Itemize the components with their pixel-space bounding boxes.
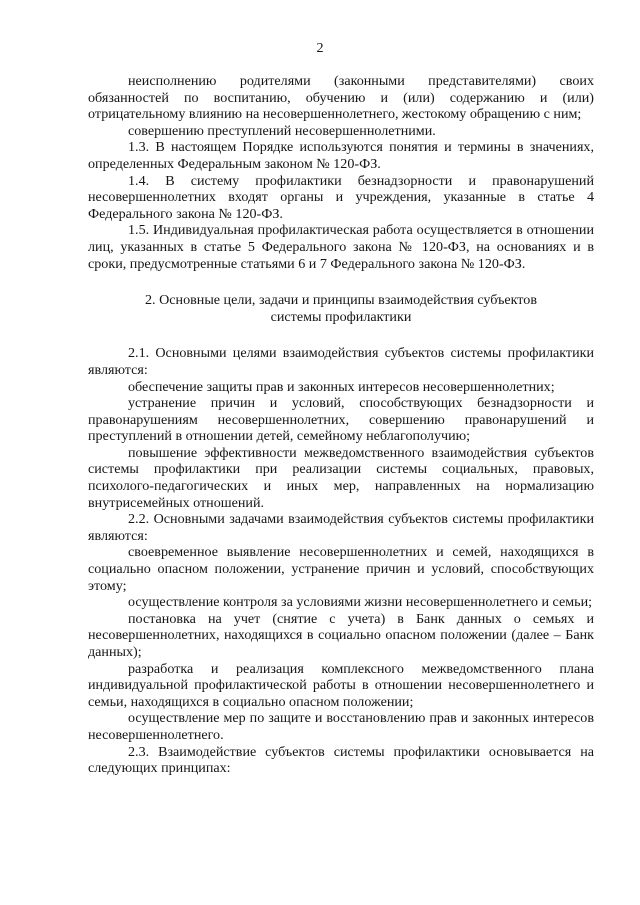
paragraph-2-1: 2.1. Основными целями взаимодействия субъектов системы профилактики являются: [88, 345, 594, 378]
list-item-causes: устранение причин и условий, способствующих безнадзорности и правонарушениям несовершеннолетних, совершению правонарушений и преступлений в отношении детей, семейному неблагополучию; [88, 395, 594, 445]
section-heading-line-2: системы профилактики [270, 308, 412, 325]
page-number: 2 [316, 40, 324, 56]
paragraph-1-3: 1.3. В настоящем Порядке используются понятия и термины в значениях, определенных Федеральным законом № 120-ФЗ. [88, 139, 594, 172]
paragraph-1-5: 1.5. Индивидуальная профилактическая работа осуществляется в отношении лиц, указанных в статье 5 Федерального закона № 120-ФЗ, на основаниях и в сроки, предусмотренные статьями 6 и 7 Федерального закона № 120-ФЗ. [88, 222, 594, 272]
paragraph-2-3: 2.3. Взаимодействие субъектов системы профилактики основывается на следующих принципах: [88, 743, 594, 777]
list-item-efficiency: повышение эффективности межведомственного взаимодействия субъектов системы профилактики при реализации системы социальных, правовых, психолого-педагогических и иных мер, направленных на нормализацию внутрисемейных отношений. [88, 444, 594, 511]
section-heading-line-1: 2. Основные цели, задачи и принципы взаимодействия субъектов [145, 292, 537, 309]
paragraph-crimes: совершению преступлений несовершеннолетними. [128, 122, 436, 139]
list-item-registration: постановка на учет (снятие с учета) в Банк данных о семьях и несовершеннолетних, находящихся в социально опасном положении (далее – Банк данных); [88, 610, 594, 660]
paragraph-2-2: 2.2. Основными задачами взаимодействия субъектов системы профилактики являются: [88, 511, 594, 544]
section-heading [88, 292, 594, 325]
document-body [88, 73, 594, 777]
list-item-plan: разработка и реализация комплексного межведомственного плана индивидуальной профилактической работы в отношении несовершеннолетнего и семьи, находящихся в социально опасном положении; [88, 660, 594, 710]
paragraph-1-4: 1.4. В систему профилактики безнадзорности и правонарушений несовершеннолетних входят органы и учреждения, указанные в статье 4 Федерального закона № 120-ФЗ. [88, 172, 594, 222]
list-item-rights: осуществление мер по защите и восстановлению прав и законных интересов несовершеннолетнего. [88, 710, 594, 743]
list-item-control: осуществление контроля за условиями жизни несовершеннолетнего и семьи; [128, 594, 593, 611]
section-2-content [88, 345, 594, 776]
list-item-detection: своевременное выявление несовершеннолетних и семей, находящихся в социально опасном положении, устранение причин и условий, способствующих этому; [88, 544, 594, 594]
list-item-protection: обеспечение защиты прав и законных интересов несовершеннолетних; [128, 378, 555, 395]
paragraph-parent-obligations: неисполнению родителями (законными представителями) своих обязанностей по воспитанию, обучению и (или) содержанию и (или) отрицательному влиянию на несовершеннолетнего, жестокому обращению с ним; [88, 73, 594, 123]
